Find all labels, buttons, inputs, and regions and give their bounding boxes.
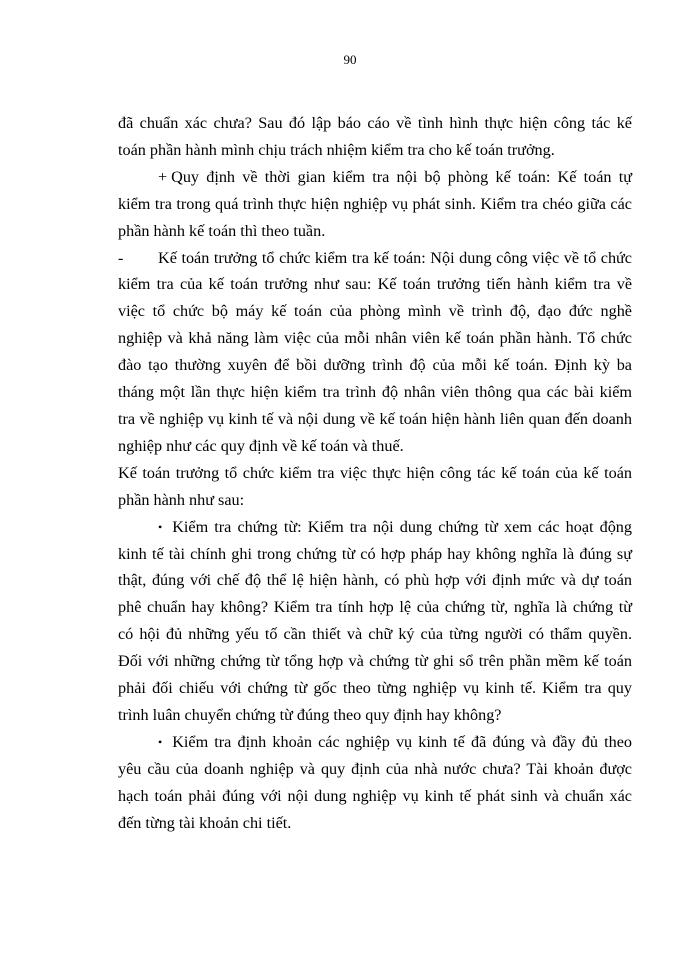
text-line: yêu cầu của doanh nghiệp và quy định của nhà nước chưa? Tài khoản được [118, 759, 632, 778]
text-line: việc tổ chức bộ máy kế toán của phòng mình về trình độ, đạo đức nghề [118, 302, 632, 321]
text-line: kiểm tra của kế toán trưởng như sau: Kế toán trưởng tiến hành kiểm tra về [118, 275, 632, 294]
paragraph-bullet-item [118, 514, 632, 729]
text-line: phần hành như sau: [118, 490, 245, 509]
text-line: - Kế toán trưởng tổ chức kiểm tra kế toán: Nội dung công việc về tổ chức [118, 245, 632, 272]
bullet-marker: • [158, 734, 163, 749]
text-line: có hội đủ những yếu tố cần thiết và chữ ký của từng người có thẩm quyền. [118, 625, 632, 644]
text-line: tháng một lần thực hiện kiểm tra trình độ nhân viên thông qua các bài kiểm [118, 383, 632, 402]
text-line: kinh tế tài chính ghi trong chứng từ có hợp pháp hay không nghĩa là đúng sự [118, 544, 632, 563]
text-line: thật, đúng với chế độ thể lệ hiện hành, có phù hợp với định mức và dự toán [118, 571, 632, 590]
text-line: tra về nghiệp vụ kinh tế và nội dung về kế toán hiện hành liên quan đến doanh [118, 409, 632, 428]
text-line: nghiệp và khả năng làm việc của mỗi nhân viên kế toán phần hành. Tổ chức [118, 329, 632, 348]
text-line: • Kiểm tra định khoản các nghiệp vụ kinh tế đã đúng và đầy đủ theo [118, 729, 632, 756]
paragraph-bullet-item [118, 729, 632, 837]
text-line: phê chuẩn hay không? Kiểm tra tính hợp lệ của chứng từ, nghĩa là chứng từ [118, 598, 632, 617]
paragraph-body [118, 460, 632, 514]
text-line: đào tạo thường xuyên để bồi dưỡng trình độ của mỗi kế toán. Định kỳ ba [118, 356, 632, 375]
text-line: kiểm tra trong quá trình thực hiện nghiệp vụ phát sinh. Kiểm tra chéo giữa các [118, 194, 632, 213]
text-line: toán phần hành mình chịu trách nhiệm kiểm tra cho kế toán trưởng. [118, 140, 555, 159]
plus-marker: + [158, 167, 168, 186]
text-line: hạch toán phải đúng với nội dung nghiệp vụ kinh tế phát sinh và chuẩn xác [118, 786, 632, 805]
paragraph-dash-item [118, 245, 632, 460]
dash-marker: - [118, 248, 124, 267]
text-line: Kế toán trưởng tổ chức kiểm tra việc thực hiện công tác kế toán của kế toán [118, 463, 632, 482]
text-line: + Quy định về thời gian kiểm tra nội bộ phòng kế toán: Kế toán tự [158, 167, 632, 186]
document-body [118, 110, 632, 836]
text-line: phần hành kế toán thì theo tuần. [118, 221, 326, 240]
paragraph-continuation [118, 110, 632, 164]
text-line: • Kiểm tra chứng từ: Kiểm tra nội dung chứng từ xem các hoạt động [118, 514, 632, 541]
text-line: Đối với những chứng từ tổng hợp và chứng từ ghi sổ trên phần mềm kế toán [118, 652, 632, 671]
paragraph-plus-item [118, 164, 632, 245]
page-number: 90 [343, 52, 357, 67]
text-line: đến từng tài khoản chi tiết. [118, 813, 292, 832]
text-line: phải đối chiếu với chứng từ gốc theo từng nghiệp vụ kinh tế. Kiểm tra quy [118, 679, 632, 698]
text-line: trình luân chuyển chứng từ đúng theo quy định hay không? [118, 705, 502, 724]
bullet-marker: • [158, 519, 163, 534]
text-line: nghiệp như các quy định về kế toán và thuế. [118, 436, 404, 455]
text-line: đã chuẩn xác chưa? Sau đó lập báo cáo về tình hình thực hiện công tác kế [118, 114, 632, 132]
